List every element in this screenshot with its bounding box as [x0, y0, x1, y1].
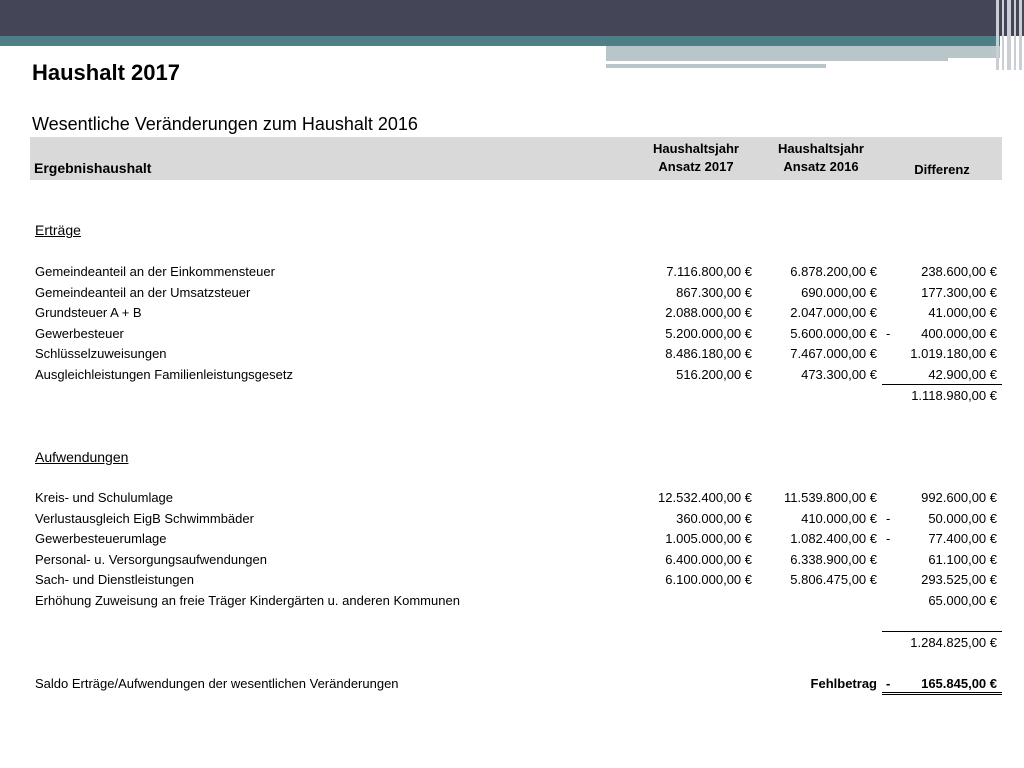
- table-row: Kreis- und Schulumlage 12.532.400,00 € 11.539.800,00 € 992.600,00 €: [35, 490, 997, 505]
- saldo-row: Saldo Erträge/Aufwendungen der wesentlichen Veränderungen Fehlbetrag - 165.845,00 €: [35, 676, 997, 691]
- accent-line: [0, 36, 1000, 46]
- table-row: Gewerbesteuer 5.200.000,00 € 5.600.000,00 € - 400.000,00 €: [35, 326, 997, 341]
- header-label: Ergebnishaushalt: [34, 160, 152, 176]
- table-row: Gemeindeanteil an der Umsatzsteuer 867.300,00 € 690.000,00 € 177.300,00 €: [35, 285, 997, 300]
- page-title: Haushalt 2017: [32, 60, 180, 85]
- table-row: Gemeindeanteil an der Einkommensteuer 7.116.800,00 € 6.878.200,00 € 238.600,00 €: [35, 264, 997, 279]
- total-row: 1.118.980,00 €: [911, 388, 997, 403]
- header-col-2016: Haushaltsjahr Ansatz 2016: [778, 141, 864, 174]
- total-row: 1.284.825,00 €: [910, 635, 997, 650]
- accent-line-thin: [606, 58, 948, 61]
- double-underline: [882, 692, 1002, 695]
- table-row: Grundsteuer A + B 2.088.000,00 € 2.047.000,00 € 41.000,00 €: [35, 305, 997, 320]
- page-subtitle: Wesentliche Veränderungen zum Haushalt 2016: [32, 114, 418, 134]
- table-row: Ausgleichleistungen Familienleistungsgesetz 516.200,00 € 473.300,00 € 42.900,00 €: [35, 367, 997, 382]
- table-header: [30, 137, 1002, 180]
- top-bar: [0, 0, 1024, 36]
- saldo-sign: -: [886, 676, 891, 691]
- section-heading-ertraege: Erträge: [35, 222, 81, 238]
- table-row: Schlüsselzuweisungen 8.486.180,00 € 7.467.000,00 € 1.019.180,00 €: [35, 346, 997, 361]
- header-col-differenz: Differenz: [914, 162, 970, 177]
- decorative-stripes: [994, 0, 1024, 70]
- section-heading-aufwendungen: Aufwendungen: [35, 449, 129, 465]
- accent-band: [606, 46, 1000, 58]
- table-row: Verlustausgleich EigB Schwimmbäder 360.000,00 € 410.000,00 € - 50.000,00 €: [35, 511, 997, 526]
- table-row: Sach- und Dienstleistungen 6.100.000,00 € 5.806.475,00 € 293.525,00 €: [35, 572, 997, 587]
- table-row: Gewerbesteuerumlage 1.005.000,00 € 1.082.400,00 € - 77.400,00 €: [35, 531, 997, 546]
- table-row: Erhöhung Zuweisung an freie Träger Kindergärten u. anderen Kommunen 65.000,00 €: [35, 593, 997, 608]
- accent-line-thin: [606, 64, 826, 68]
- table-row: Personal- u. Versorgungsaufwendungen 6.400.000,00 € 6.338.900,00 € 61.100,00 €: [35, 552, 997, 567]
- saldo-kind: Fehlbetrag: [810, 676, 877, 691]
- saldo-value: 165.845,00 €: [921, 676, 997, 691]
- header-col-2017: Haushaltsjahr Ansatz 2017: [653, 141, 739, 174]
